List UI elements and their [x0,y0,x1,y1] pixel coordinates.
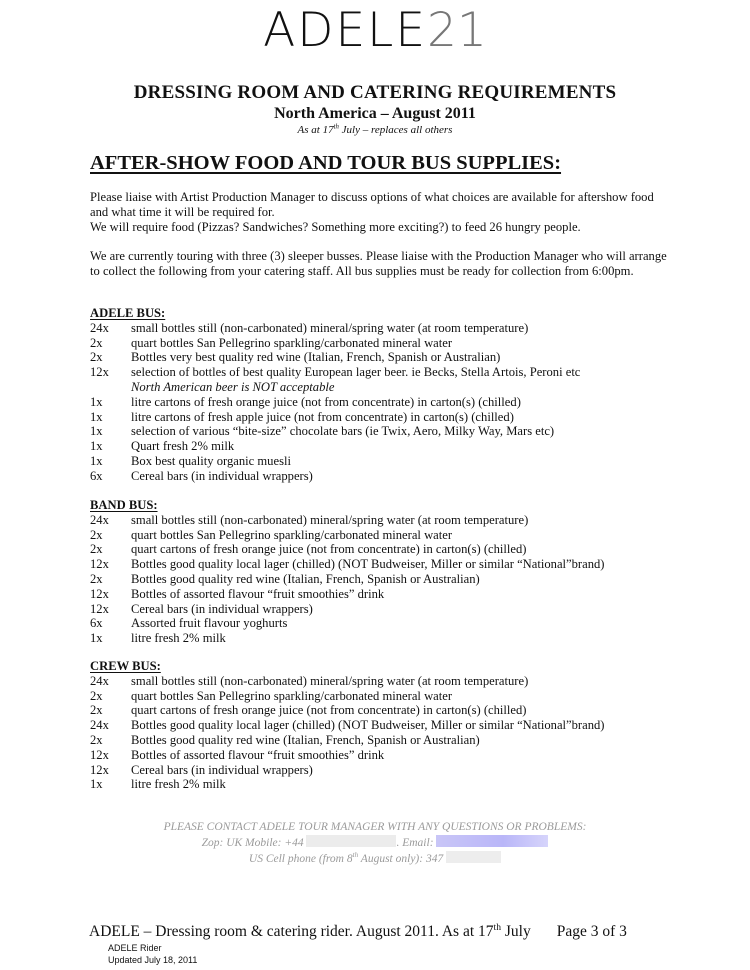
list-item [90,336,690,351]
redacted-us-phone [446,851,501,863]
list-item [90,469,690,484]
item-description: Bottles good quality local lager (chilled) (NOT Budweiser, Miller or similar “National”brand) [131,718,605,733]
page-number: Page 3 of 3 [556,923,627,940]
list-item [90,454,690,469]
item-description: Cereal bars (in individual wrappers) [131,762,313,777]
list-item [90,365,690,380]
document-subtitle: North America – August 2011 [274,105,476,122]
logo-text: ADELE [263,3,428,58]
item-quantity: 12x [90,762,109,777]
item-quantity: 2x [90,527,103,542]
list-item [90,703,690,718]
list-item [90,763,690,778]
item-quantity: 2x [90,688,103,703]
item-quantity: 24x [90,320,109,335]
item-quantity: 2x [90,703,103,718]
section-heading: AFTER-SHOW FOOD AND TOUR BUS SUPPLIES: [90,152,562,174]
as-at-note [0,123,750,137]
item-quantity: 12x [90,557,109,572]
item-quantity: 2x [90,571,103,586]
item-description: Quart fresh 2% milk [131,439,235,454]
item-quantity: 1x [90,631,103,646]
us-cell-suffix: August only): 347 [358,853,447,865]
list-item [90,513,690,528]
redacted-phone [306,835,396,847]
item-quantity: 6x [90,468,103,483]
list-item [90,350,690,365]
adele-21-logo [0,3,750,58]
as-at-prefix: As at 17 [297,124,334,136]
list-item [90,557,690,572]
item-description: Bottles of assorted flavour “fruit smoothies” drink [131,747,385,762]
footer-sup: th [493,921,501,933]
as-at-suffix: July – replaces all others [338,124,453,136]
item-quantity: 2x [90,335,103,350]
list-item [90,674,690,689]
list-item [90,439,690,454]
item-quantity: 2x [90,732,103,747]
intro-line-2: We will require food (Pizzas? Sandwiches? Something more exciting?) to feed 26 hungry people. [90,220,581,234]
list-item [90,424,690,439]
footer-text-suffix: July [501,923,531,940]
rider-label: ADELE Rider [108,943,162,953]
list-item [90,748,690,763]
list-item [90,321,690,336]
updated-date: Updated July 18, 2011 [108,955,198,965]
item-description: Bottles good quality red wine (Italian, French, Spanish or Australian) [131,571,480,586]
beer-note: North American beer is NOT acceptable [131,379,335,394]
item-quantity: 1x [90,409,103,424]
intro-paragraph [90,190,670,235]
item-description: Bottles of assorted flavour “fruit smoothies” drink [131,586,385,601]
contact-line-1: PLEASE CONTACT ADELE TOUR MANAGER WITH ANY QUESTIONS OR PROBLEMS: [163,821,587,833]
adele-bus-list [90,306,690,484]
item-quantity: 2x [90,542,103,557]
item-description: Bottles very best quality red wine (Italian, French, Spanish or Australian) [131,350,501,365]
item-quantity: 1x [90,453,103,468]
item-description: litre cartons of fresh apple juice (not from concentrate) in carton(s) (chilled) [131,409,514,424]
item-quantity: 12x [90,365,109,380]
item-quantity: 24x [90,718,109,733]
item-quantity: 12x [90,747,109,762]
item-quantity: 24x [90,512,109,527]
contact-line-3 [0,851,750,867]
item-quantity: 12x [90,586,109,601]
as-at-sup: th [333,123,339,131]
item-description: litre fresh 2% milk [131,777,226,792]
item-quantity: 12x [90,601,109,616]
item-description: quart bottles San Pellegrino sparkling/carbonated mineral water [131,527,453,542]
list-item [90,395,690,410]
item-description: selection of various “bite-size” chocolate bars (ie Twix, Aero, Milky Way, Mars etc) [131,424,555,439]
list-item [90,631,690,646]
item-description: litre fresh 2% milk [131,631,226,646]
list-item [90,733,690,748]
list-item [90,718,690,733]
item-description: quart cartons of fresh orange juice (not from concentrate) in carton(s) (chilled) [131,542,527,557]
contact-block [0,820,750,867]
item-description: litre cartons of fresh orange juice (not from concentrate) in carton(s) (chilled) [131,394,521,409]
item-description: Cereal bars (in individual wrappers) [131,601,313,616]
item-quantity: 24x [90,673,109,688]
item-quantity: 1x [90,394,103,409]
item-description: quart bottles San Pellegrino sparkling/carbonated mineral water [131,688,453,703]
uk-mobile-label: Zop: UK Mobile: +44 [201,837,307,849]
list-item [90,689,690,704]
footer-text-prefix: ADELE – Dressing room & catering rider. August 2011. As at 17 [89,923,494,940]
list-item [90,572,690,587]
list-item [90,602,690,617]
item-quantity: 1x [90,439,103,454]
footer [89,923,627,941]
item-quantity: 2x [90,350,103,365]
document-title: DRESSING ROOM AND CATERING REQUIREMENTS [133,82,617,103]
crew-bus-heading: CREW BUS: [90,659,161,673]
item-description: Cereal bars (in individual wrappers) [131,468,313,483]
list-item [90,528,690,543]
item-description: selection of bottles of best quality European lager beer. ie Becks, Stella Artois, Peroni etc [131,365,581,380]
logo-number: 21 [427,3,487,58]
item-description: quart bottles San Pellegrino sparkling/carbonated mineral water [131,335,453,350]
redacted-email [436,835,548,847]
item-description: Box best quality organic muesli [131,453,291,468]
email-label: . Email: [396,837,437,849]
band-bus-heading: BAND BUS: [90,498,158,512]
item-description: quart cartons of fresh orange juice (not from concentrate) in carton(s) (chilled) [131,703,527,718]
item-quantity: 6x [90,616,103,631]
adele-bus-heading: ADELE BUS: [90,306,166,320]
list-item [90,410,690,425]
item-description: small bottles still (non-carbonated) mineral/spring water (at room temperature) [131,320,529,335]
item-description: Bottles good quality local lager (chilled) (NOT Budweiser, Miller or similar “National”brand) [131,557,605,572]
us-cell-prefix: US Cell phone (from 8 [248,853,353,865]
band-bus-list [90,498,690,646]
us-cell-sup: th [352,851,359,860]
bus-paragraph: We are currently touring with three (3) sleeper busses. Please liaise with the Production Manager who will arrange to collect the following from your catering staff. All bus supplies must be ready for collection from 6:00pm. [90,249,667,278]
crew-bus-list [90,659,690,792]
contact-line-2 [0,835,750,851]
item-quantity: 1x [90,424,103,439]
item-description: Assorted fruit flavour yoghurts [131,616,288,631]
list-item [90,542,690,557]
item-description: small bottles still (non-carbonated) mineral/spring water (at room temperature) [131,512,529,527]
item-description: Bottles good quality red wine (Italian, French, Spanish or Australian) [131,732,480,747]
item-quantity: 1x [90,777,103,792]
intro-line-1: Please liaise with Artist Production Manager to discuss options of what choices are available for aftershow food and what time it will be required for. [90,190,654,219]
list-item [90,777,690,792]
list-item [90,587,690,602]
list-item [90,616,690,631]
item-description: small bottles still (non-carbonated) mineral/spring water (at room temperature) [131,673,529,688]
